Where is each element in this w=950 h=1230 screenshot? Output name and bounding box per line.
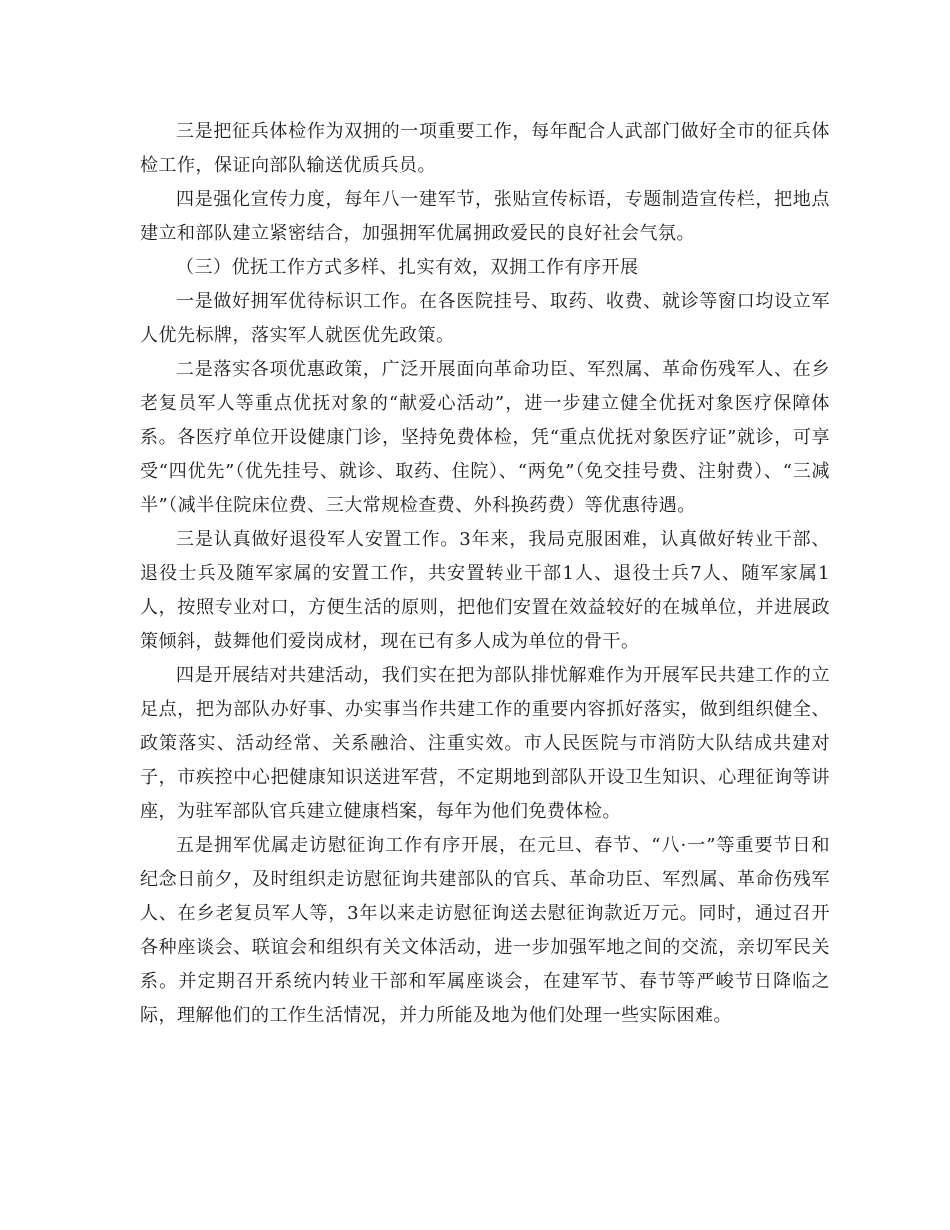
paragraph-joint-construction: 四是开展结对共建活动，我们实在把为部队排忧解难作为开展军民共建工作的立足点，把为部队办好事、办实事当作共建工作的重要内容抓好落实，做到组织健全、政策落实、活动经常、关系融洽、注重实效。市人民医院与市消防大队结成共建对子，市疾控中心把健康知识送进军营，不定期地到部队开设卫生知识、心理征询等讲座，为驻军部队官兵建立健康档案，每年为他们免费体检。 bbox=[140, 665, 830, 822]
document-body bbox=[140, 115, 830, 1033]
section-heading: （三）优抚工作方式多样、扎实有效，双拥工作有序开展 bbox=[176, 257, 639, 278]
paragraph-veteran-placement: 三是认真做好退役军人安置工作。3年来，我局克服困难，认真做好转业干部、退役士兵及随军家属的安置工作，共安置转业干部1人、退役士兵7人、随军家属1人，按照专业对口，方便生活的原则，把他们安置在效益较好的在城单位，并进展政策倾斜，鼓舞他们爱岗成材，现在已有多人成为单位的骨干。 bbox=[140, 529, 830, 652]
paragraph-priority-signs: 一是做好拥军优待标识工作。在各医院挂号、取药、收费、就诊等窗口均设立军人优先标牌，落实军人就医优先政策。 bbox=[140, 291, 830, 346]
paragraph-conscription-exam: 三是把征兵体检作为双拥的一项重要工作，每年配合人武部门做好全市的征兵体检工作，保证向部队输送优质兵员。 bbox=[140, 121, 830, 176]
paragraph-publicity: 四是强化宣传力度，每年八一建军节，张贴宣传标语，专题制造宣传栏，把地点建立和部队建立紧密结合，加强拥军优属拥政爱民的良好社会气氛。 bbox=[140, 189, 830, 244]
paragraph-preferential-policies: 二是落实各项优惠政策，广泛开展面向革命功臣、军烈属、革命伤残军人、在乡老复员军人等重点优抚对象的“献爱心活动”，进一步建立健全优抚对象医疗保障体系。各医疗单位开设健康门诊，坚持免费体检，凭“重点优抚对象医疗证”就诊，可享受“四优先”（优先挂号、就诊、取药、住院）、“两免”（免交挂号费、注射费）、“三减半”（减半住院床位费、三大常规检查费、外科换药费）等优惠待遇。 bbox=[140, 359, 830, 516]
paragraph-visits: 五是拥军优属走访慰征询工作有序开展，在元旦、春节、“八·一”等重要节日和纪念日前夕，及时组织走访慰征询共建部队的官兵、革命功臣、军烈属、革命伤残军人、在乡老复员军人等，3年以来走访慰征询送去慰征询款近万元。同时，通过召开各种座谈会、联谊会和组织有关文体活动，进一步加强军地之间的交流，亲切军民关系。并定期召开系统内转业干部和军属座谈会，在建军节、春节等严峻节日降临之际，理解他们的工作生活情况，并力所能及地为他们处理一些实际困难。 bbox=[140, 835, 830, 1026]
